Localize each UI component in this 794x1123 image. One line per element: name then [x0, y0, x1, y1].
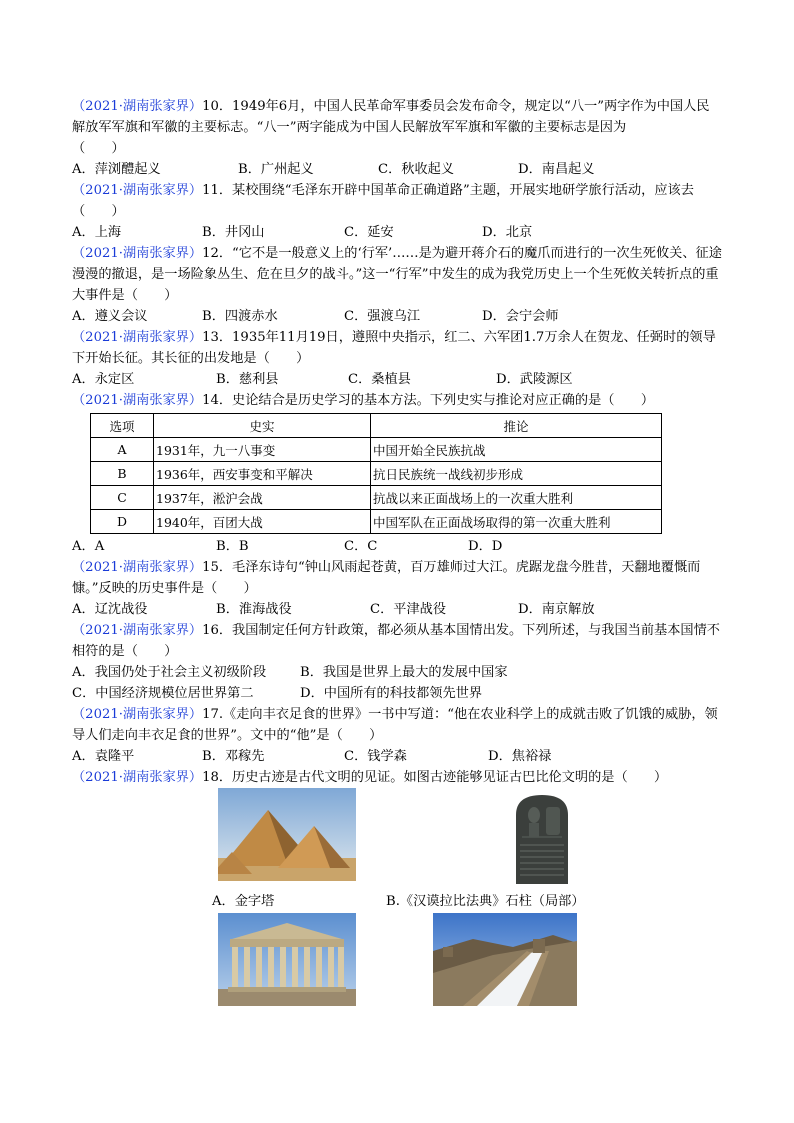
table-cell: A — [91, 438, 154, 462]
option-a[interactable]: A．萍浏醴起义 — [72, 162, 161, 177]
table-cell: 抗日民族统一战线初步形成 — [371, 462, 662, 486]
option-a[interactable]: A．遵义会议 — [72, 309, 148, 324]
source-tag: （2021·湖南张家界） — [72, 99, 203, 114]
option-d[interactable]: D．南昌起义 — [518, 162, 595, 177]
table-row — [91, 486, 662, 510]
question-10-text: 10．1949年6月，中国人民革命军事委员会发布命令，规定以“八一”两字作为中国人民解放军军旗和军徽的主要标志。“八一”两字能成为中国人民解放军军旗和军徽的主要标志是因为 — [72, 99, 710, 135]
question-11 — [72, 180, 722, 222]
option-d[interactable]: D．北京 — [482, 225, 533, 240]
table-cell: B — [91, 462, 154, 486]
question-13-text: 13．1935年11月19日，遵照中央指示，红二、六军团1.7万余人在贺龙、任弼时的领导下开始长征。其长征的出发地是（ ） — [72, 330, 716, 366]
option-a[interactable]: A．上海 — [72, 225, 122, 240]
table-cell: 1940年，百团大战 — [154, 510, 371, 534]
option-d[interactable]: D．焦裕禄 — [488, 749, 552, 764]
caption-b: B.《汉谟拉比法典》石柱（局部） — [386, 894, 585, 909]
question-14-options — [72, 536, 722, 557]
option-b[interactable]: B．慈利县 — [216, 372, 279, 387]
option-c[interactable]: C．延安 — [344, 225, 394, 240]
option-d[interactable]: D．中国所有的科技都领先世界 — [300, 686, 483, 701]
option-a[interactable]: A．辽沈战役 — [72, 602, 148, 617]
table-header-row — [91, 414, 662, 438]
option-d[interactable]: D．D — [468, 539, 503, 554]
option-b[interactable]: B．四渡赤水 — [202, 309, 278, 324]
question-12-options — [72, 306, 722, 327]
table-cell: C — [91, 486, 154, 510]
caption-a: A．金字塔 — [212, 894, 275, 909]
option-b[interactable]: B．B — [216, 539, 249, 554]
source-tag: （2021·湖南张家界） — [72, 183, 203, 198]
option-c[interactable]: C．桑植县 — [348, 372, 411, 387]
source-tag: （2021·湖南张家界） — [72, 560, 203, 575]
option-a[interactable]: A．我国仍处于社会主义初级阶段 — [72, 665, 267, 680]
question-10-options — [72, 159, 722, 180]
table-row — [91, 462, 662, 486]
source-tag: （2021·湖南张家界） — [72, 246, 203, 261]
table-cell: 抗战以来正面战场上的一次重大胜利 — [371, 486, 662, 510]
question-16-options-row2 — [72, 683, 722, 704]
source-tag: （2021·湖南张家界） — [72, 623, 203, 638]
option-c[interactable]: C．钱学森 — [344, 749, 407, 764]
source-tag: （2021·湖南张家界） — [72, 770, 203, 785]
great-wall-image — [433, 913, 577, 1006]
table-cell: D — [91, 510, 154, 534]
option-c[interactable]: C．秋收起义 — [378, 162, 455, 177]
exam-page — [72, 96, 722, 788]
history-table — [90, 413, 662, 534]
question-12 — [72, 243, 722, 306]
source-tag: （2021·湖南张家界） — [72, 330, 203, 345]
question-11-text: 11．某校围绕“毛泽东开辟中国革命正确道路”主题，开展实地研学旅行活动，应该去（ ） — [72, 183, 694, 219]
option-a[interactable]: A．A — [72, 539, 105, 554]
option-d[interactable]: D．南京解放 — [518, 602, 595, 617]
question-16-text: 16．我国制定任何方针政策，都必须从基本国情出发。下列所述，与我国当前基本国情不相符的是（ ） — [72, 623, 720, 659]
option-b[interactable]: B．井冈山 — [202, 225, 265, 240]
question-15-text: 15．毛泽东诗句“钟山风雨起苍黄，百万雄师过大江。虎踞龙盘今胜昔，天翻地覆慨而慷。”反映的历史事件是（ ） — [72, 560, 701, 596]
option-d[interactable]: D．会宁会师 — [482, 309, 559, 324]
question-10 — [72, 96, 722, 159]
question-17-options — [72, 746, 722, 767]
question-14-text: 14．史论结合是历史学习的基本方法。下列史实与推论对应正确的是（ ） — [202, 393, 655, 408]
parthenon-image — [218, 913, 356, 1006]
question-16 — [72, 620, 722, 662]
question-10-blank: （ ） — [72, 141, 125, 156]
question-17-text: 17.《走向丰衣足食的世界》一书中写道：“他在农业科学上的成就击败了饥饿的威胁，领导人们走向丰衣足食的世界”。文中的“他”是（ ） — [72, 707, 718, 743]
option-a[interactable]: A．袁隆平 — [72, 749, 135, 764]
table-header-cell: 推论 — [371, 414, 662, 438]
question-14 — [72, 390, 722, 411]
question-12-text: 12．“它不是一般意义上的‘行军’……是为避开蒋介石的魔爪而进行的一次生死攸关、征途漫漫的撤退，是一场险象丛生、危在旦夕的战斗。”这一“行军”中发生的成为我党历史上一个生死攸关转折点的重大事件是（ ） — [72, 246, 722, 303]
question-18-text: 18．历史古迹是古代文明的见证。如图古迹能够见证古巴比伦文明的是（ ） — [202, 770, 668, 785]
table-cell: 中国军队在正面战场取得的第一次重大胜利 — [371, 510, 662, 534]
option-c[interactable]: C．中国经济规模位居世界第二 — [72, 686, 254, 701]
table-header-cell: 史实 — [154, 414, 371, 438]
question-15-options — [72, 599, 722, 620]
table-row — [91, 438, 662, 462]
table-cell: 中国开始全民族抗战 — [371, 438, 662, 462]
question-18 — [72, 767, 722, 788]
pyramids-image — [218, 788, 356, 881]
option-d[interactable]: D．武陵源区 — [496, 372, 573, 387]
option-a[interactable]: A．永定区 — [72, 372, 135, 387]
option-b[interactable]: B．邓稼先 — [202, 749, 265, 764]
option-c[interactable]: C．C — [344, 539, 378, 554]
question-11-options — [72, 222, 722, 243]
table-cell: 1931年，九一八事变 — [154, 438, 371, 462]
source-tag: （2021·湖南张家界） — [72, 393, 203, 408]
table-row — [91, 510, 662, 534]
option-c[interactable]: C．强渡乌江 — [344, 309, 421, 324]
table-header-cell: 选项 — [91, 414, 154, 438]
source-tag: （2021·湖南张家界） — [72, 707, 203, 722]
question-15 — [72, 557, 722, 599]
question-16-options-row1 — [72, 662, 722, 683]
question-13-options — [72, 369, 722, 390]
question-13 — [72, 327, 722, 369]
option-b[interactable]: B．广州起义 — [238, 162, 314, 177]
question-17 — [72, 704, 722, 746]
option-b[interactable]: B．淮海战役 — [216, 602, 292, 617]
hammurabi-stele-image — [510, 793, 574, 884]
table-cell: 1937年，淞沪会战 — [154, 486, 371, 510]
table-cell: 1936年，西安事变和平解决 — [154, 462, 371, 486]
option-c[interactable]: C．平津战役 — [370, 602, 447, 617]
option-b[interactable]: B．我国是世界上最大的发展中国家 — [300, 665, 508, 680]
